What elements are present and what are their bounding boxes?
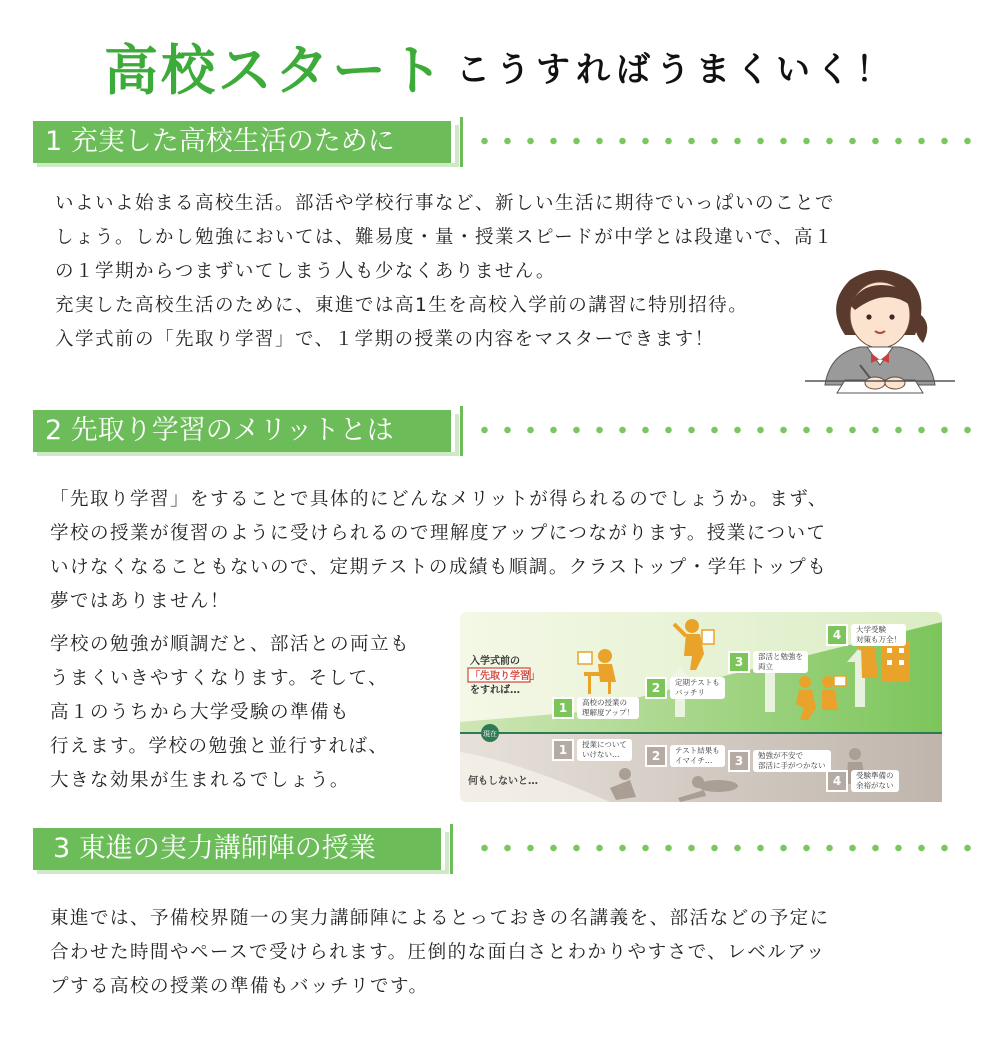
bad-step-number: 1 xyxy=(552,739,574,761)
step-text-line: 大学受験 xyxy=(856,625,886,634)
section-3-heading: 3 東進の実力講師陣の授業 xyxy=(33,828,445,870)
title-highlight: 高校スタート xyxy=(104,39,446,102)
step-text-line: 理解度アップ！ xyxy=(582,708,634,717)
bad-step-4 xyxy=(826,770,899,792)
step-text-line: 部活に手がつかない xyxy=(758,761,826,770)
text-line: うまくいきやすくなります。そして、 xyxy=(50,668,389,689)
student-illustration xyxy=(805,265,955,400)
intro-line-1: 入学式前の xyxy=(470,656,520,667)
bad-step-text xyxy=(753,750,831,772)
section-2-text xyxy=(50,483,828,619)
text-line: 高１のうちから大学受験の準備も xyxy=(50,702,351,723)
step-text-line: 定期テストも xyxy=(675,678,720,687)
good-step-number: 3 xyxy=(728,651,750,673)
text-line: いよいよ始まる高校生活。部活や学校行事など、新しい生活に期待でいっぱいのことで xyxy=(55,193,836,214)
bad-step-1 xyxy=(552,739,632,761)
good-step-number: 2 xyxy=(645,677,667,699)
good-step-2 xyxy=(645,677,725,699)
text-line: 夢ではありません！ xyxy=(50,591,231,612)
good-step-4 xyxy=(826,624,906,646)
text-line: の１学期からつまずいてしまう人も少なくありません。 xyxy=(55,261,556,282)
now-label: 現在 xyxy=(483,730,497,738)
bad-step-text xyxy=(851,770,899,792)
section-3-text xyxy=(50,902,830,1004)
text-line: プする高校の授業の準備もバッチリです。 xyxy=(50,976,429,997)
good-step-3 xyxy=(728,651,808,673)
step-text-line: イマイチ… xyxy=(675,756,713,765)
section-2-heading: 2 先取り学習のメリットとは xyxy=(33,410,455,452)
bad-step-number: 4 xyxy=(826,770,848,792)
dotted-divider xyxy=(473,843,973,853)
good-step-number: 4 xyxy=(826,624,848,646)
section-1-heading: 1 充実した高校生活のために xyxy=(33,121,455,163)
step-text-line: 授業について xyxy=(582,740,627,749)
text-line: しょう。しかし勉強においては、難易度・量・授業スピードが中学とは段違いで、高１ xyxy=(55,227,834,248)
bad-step-number: 3 xyxy=(728,750,750,772)
section-2-text-2 xyxy=(50,628,410,798)
step-text-line: 勉強が不安で xyxy=(758,751,803,760)
bad-step-number: 2 xyxy=(645,745,667,767)
intro-line-3: をすれば… xyxy=(470,685,520,696)
text-line: 行えます。学校の勉強と並行すれば、 xyxy=(50,736,389,757)
bad-step-2 xyxy=(645,745,725,767)
good-step-1 xyxy=(552,697,639,719)
text-line: 東進では、予備校界随一の実力講師陣によるとっておきの名講義を、部活などの予定に xyxy=(50,908,830,929)
good-step-text xyxy=(753,651,808,673)
text-line: 合わせた時間やペースで受けられます。圧倒的な面白さとわかりやすさで、レベルアッ xyxy=(50,942,826,963)
text-line: 「先取り学習」をすることで具体的にどんなメリットが得られるのでしょうか。まず、 xyxy=(50,489,828,510)
text-line: 学校の授業が復習のように受けられるので理解度アップにつながります。授業について xyxy=(50,523,827,544)
step-text-line: バッチリ xyxy=(675,688,705,697)
bad-step-text xyxy=(670,745,725,767)
step-text-line: 部活と勉強を xyxy=(758,652,803,661)
step-text-line: いけない… xyxy=(582,750,620,759)
step-text-line: 高校の授業の xyxy=(582,698,627,707)
good-step-text xyxy=(670,677,725,699)
intro-tag: 「先取り学習」 xyxy=(470,671,540,682)
bad-step-3 xyxy=(728,750,831,772)
dotted-divider xyxy=(473,425,973,435)
good-step-number: 1 xyxy=(552,697,574,719)
text-line: 大きな効果が生まれるでしょう。 xyxy=(50,770,350,791)
step-text-line: 余裕がない xyxy=(856,781,894,790)
title-rest: こうすればうまくいく！ xyxy=(456,50,896,90)
dotted-divider xyxy=(473,136,973,146)
step-text-line: 対策も万全！ xyxy=(856,635,901,644)
nothing-label: 何もしないと… xyxy=(468,776,538,787)
text-line: 充実した高校生活のために、東進では高1生を高校入学前の講習に特別招待。 xyxy=(55,295,749,316)
step-text-line: テスト結果も xyxy=(675,746,720,755)
good-step-text xyxy=(577,697,639,719)
step-text-line: 受験準備の xyxy=(856,771,894,780)
page-title xyxy=(0,28,1000,105)
step-text-line: 両立 xyxy=(758,662,773,671)
text-line: いけなくなることもないので、定期テストの成績も順調。クラストップ・学年トップも xyxy=(50,557,828,578)
text-line: 学校の勉強が順調だと、部活との両立も xyxy=(50,634,411,655)
bad-step-text xyxy=(577,739,632,761)
section-1-text xyxy=(55,187,835,357)
good-step-text xyxy=(851,624,906,646)
text-line: 入学式前の「先取り学習」で、１学期の授業の内容をマスターできます！ xyxy=(55,329,715,350)
